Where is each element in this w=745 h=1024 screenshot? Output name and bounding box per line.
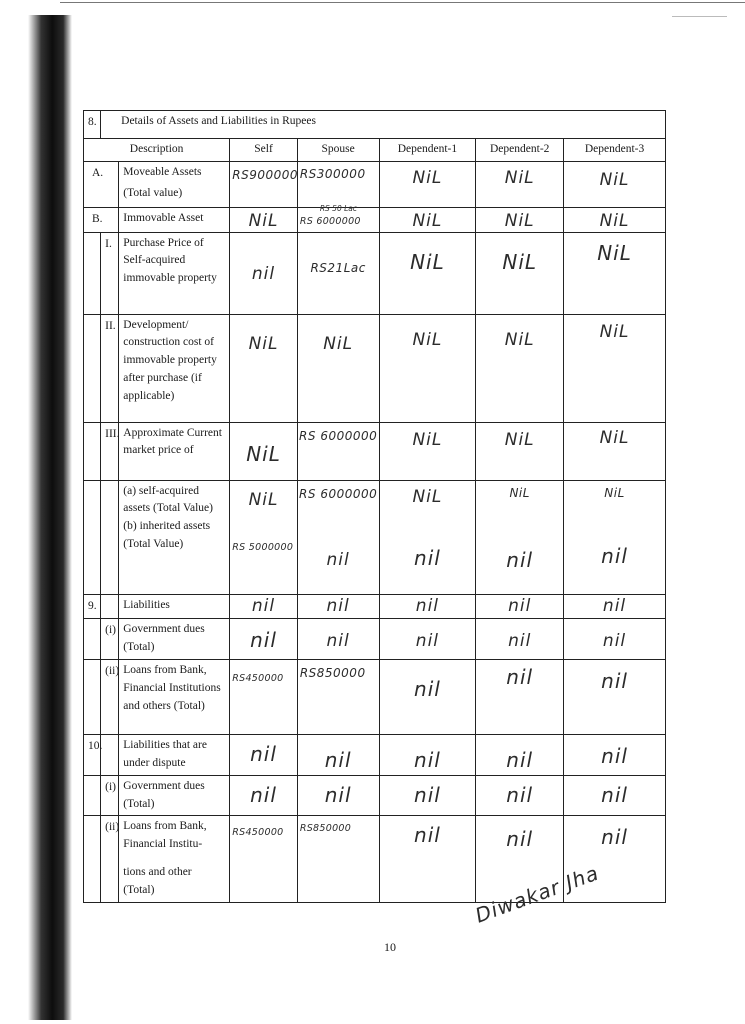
row-b-immovable-asset xyxy=(84,207,666,232)
row-b-spacer xyxy=(84,480,101,594)
section-10-ii-code: (ii) xyxy=(101,816,119,902)
header-dependent-2: Dependent-2 xyxy=(476,139,564,162)
handwritten-signature: Diwakar Jha xyxy=(472,860,603,928)
section-9-i-dependent-3: nil xyxy=(564,619,666,660)
section-9-dependent-1: nil xyxy=(379,594,476,619)
section-10-ii-label-line1: Loans from Bank, Financial Institu- xyxy=(123,820,207,851)
section-10-i-spouse: nil xyxy=(297,775,379,816)
section-10-i-label: Government dues (Total) xyxy=(119,775,230,816)
row-b-ii-development-cost xyxy=(84,314,666,422)
row-a-self: RS900000 xyxy=(230,161,298,207)
section-10-self: nil xyxy=(230,735,298,776)
section-9-liabilities-row xyxy=(84,594,666,619)
row-b-iii-dependent-1: NiL xyxy=(379,422,476,480)
row-b-spacer xyxy=(84,422,101,480)
section-10-ii-label-line2: tions and other (Total) xyxy=(123,865,192,896)
section-9-ii-dependent-2: nil xyxy=(476,660,564,735)
section-9-ii-label: Loans from Bank, Financial Institutions and others (Total) xyxy=(119,660,230,735)
scan-faint-mark xyxy=(672,16,727,17)
row-b-i-purchase-price xyxy=(84,232,666,314)
row-b-i-code: I. xyxy=(101,232,119,314)
section-9-spacer xyxy=(101,594,119,619)
section-9-ii-self: RS450000 xyxy=(230,660,298,735)
row-b-spacer xyxy=(101,480,119,594)
section-10-government-dues-row xyxy=(84,775,666,816)
section-10-spacer xyxy=(101,735,119,776)
row-b-spacer xyxy=(84,232,101,314)
section-9-spacer xyxy=(84,619,101,660)
section-9-spouse: nil xyxy=(297,594,379,619)
row-b-self: NiL xyxy=(230,207,298,232)
section-10-ii-label xyxy=(119,816,230,902)
section-10-ii-dependent-2: nil xyxy=(476,816,564,902)
section-10-i-dependent-1: nil xyxy=(379,775,476,816)
section-9-self: nil xyxy=(230,594,298,619)
section-9-dependent-2: nil xyxy=(476,594,564,619)
section-9-ii-dependent-3: nil xyxy=(564,660,666,735)
row-b-ii-spouse: NiL xyxy=(297,314,379,422)
row-a-dependent-2: NiL xyxy=(476,161,564,207)
row-b-dependent-3: NiL xyxy=(564,207,666,232)
scan-top-border xyxy=(60,2,745,3)
row-b-i-dependent-3: NiL xyxy=(564,232,666,314)
row-b-ii-dependent-1: NiL xyxy=(379,314,476,422)
header-self: Self xyxy=(230,139,298,162)
section-10-i-code: (i) xyxy=(101,775,119,816)
row-b-iii-dependent-3: NiL xyxy=(564,422,666,480)
section-10-i-dependent-2: nil xyxy=(476,775,564,816)
section-10-spacer xyxy=(84,775,101,816)
row-b-i-self: nil xyxy=(230,232,298,314)
row-b-ii-dependent-3: NiL xyxy=(564,314,666,422)
row-a-spouse: RS300000 xyxy=(297,161,379,207)
section-10-dependent-3: nil xyxy=(564,735,666,776)
section-9-i-spouse: nil xyxy=(297,619,379,660)
row-b-iii-code: III. xyxy=(101,422,119,480)
section-10-ii-dependent-3: nil xyxy=(564,816,666,902)
section-10-disputed-liabilities-row xyxy=(84,735,666,776)
row-a-label-line2: (Total value) xyxy=(123,186,183,199)
row-b-spouse-note: RS 50 Lac xyxy=(319,203,357,213)
row-b-iii-ab-dependent-3: NiL nil xyxy=(564,480,666,594)
row-b-iii-spouse: RS 6000000 xyxy=(297,422,379,480)
section-10-dependent-1: nil xyxy=(379,735,476,776)
section-9-ii-spouse: RS850000 xyxy=(297,660,379,735)
row-b-iii-ab-self: NiL RS 5000000 xyxy=(230,480,298,594)
row-b-spouse: RS 50 Lac RS 6000000 xyxy=(297,207,379,232)
row-b-iii-ab-spouse: RS 6000000 nil xyxy=(297,480,379,594)
header-dependent-1: Dependent-1 xyxy=(379,139,476,162)
row-b-i-label: Purchase Price of Self-acquired immovable property xyxy=(119,232,230,314)
section-9-dependent-3: nil xyxy=(564,594,666,619)
row-b-spacer xyxy=(84,314,101,422)
header-description: Description xyxy=(84,139,230,162)
row-b-ii-self: NiL xyxy=(230,314,298,422)
row-b-ii-dependent-2: NiL xyxy=(476,314,564,422)
row-b-label: Immovable Asset xyxy=(119,207,230,232)
row-a-label-line1: Moveable Assets xyxy=(123,165,202,178)
section-9-i-label: Government dues (Total) xyxy=(119,619,230,660)
row-a-label xyxy=(119,161,230,207)
row-b-iii-a-b-label xyxy=(119,480,230,594)
section-9-i-dependent-1: nil xyxy=(379,619,476,660)
row-a-dependent-1: NiL xyxy=(379,161,476,207)
section-9-i-dependent-2: nil xyxy=(476,619,564,660)
section-10-ii-self: RS450000 xyxy=(230,816,298,902)
row-b-i-spouse: RS21Lac xyxy=(297,232,379,314)
section-8-title: Details of Assets and Liabilities in Rupees xyxy=(101,111,666,139)
row-b-ii-code: II. xyxy=(101,314,119,422)
section-9-title: Liabilities xyxy=(119,594,230,619)
row-b-iii-a-label: (a) self-acquired assets (Total Value) xyxy=(123,484,213,515)
section-9-spacer xyxy=(84,660,101,735)
section-10-i-self: nil xyxy=(230,775,298,816)
header-dependent-3: Dependent-3 xyxy=(564,139,666,162)
row-b-iii-dependent-2: NiL xyxy=(476,422,564,480)
row-b-dependent-2: NiL xyxy=(476,207,564,232)
row-b-iii-ab-dependent-1: NiL nil xyxy=(379,480,476,594)
header-spouse: Spouse xyxy=(297,139,379,162)
section-9-ii-code: (ii) xyxy=(101,660,119,735)
section-9-ii-dependent-1: nil xyxy=(379,660,476,735)
row-b-iii-ab-dependent-2: NiL nil xyxy=(476,480,564,594)
row-b-iii-self: NiL xyxy=(230,422,298,480)
section-10-title: Liabilities that are under dispute xyxy=(119,735,230,776)
section-10-spouse: nil xyxy=(297,735,379,776)
section-10-i-dependent-3: nil xyxy=(564,775,666,816)
section-10-spacer xyxy=(84,816,101,902)
page-number: 10 xyxy=(384,940,396,954)
row-b-i-dependent-2: NiL xyxy=(476,232,564,314)
table-header-row xyxy=(84,139,666,162)
section-10-ii-dependent-1: nil xyxy=(379,816,476,902)
section-9-number: 9. xyxy=(84,594,101,619)
row-b-ii-label: Development/ construction cost of immovable property after purchase (if applicable) xyxy=(119,314,230,422)
section-9-i-code: (i) xyxy=(101,619,119,660)
section-8-number: 8. xyxy=(84,111,101,139)
row-b-code: B. xyxy=(84,207,119,232)
row-b-dependent-1: NiL xyxy=(379,207,476,232)
section-8-title-row xyxy=(84,111,666,139)
section-10-number: 10. xyxy=(84,735,101,776)
row-b-iii-a-b-assets xyxy=(84,480,666,594)
row-a-dependent-3: NiL xyxy=(564,161,666,207)
section-9-loans-row xyxy=(84,660,666,735)
row-a-code: A. xyxy=(84,161,119,207)
section-10-ii-spouse: RS850000 xyxy=(297,816,379,902)
section-9-i-self: nil xyxy=(230,619,298,660)
row-b-i-dependent-1: NiL xyxy=(379,232,476,314)
section-9-government-dues-row xyxy=(84,619,666,660)
row-b-iii-market-price xyxy=(84,422,666,480)
row-b-iii-b-label: (b) inherited assets (Total Value) xyxy=(123,520,211,551)
row-a-moveable-assets xyxy=(84,161,666,207)
assets-liabilities-table xyxy=(83,110,666,903)
row-b-iii-label: Approximate Current market price of xyxy=(119,422,230,480)
section-10-dependent-2: nil xyxy=(476,735,564,776)
scan-shadow-edge xyxy=(28,15,72,1020)
